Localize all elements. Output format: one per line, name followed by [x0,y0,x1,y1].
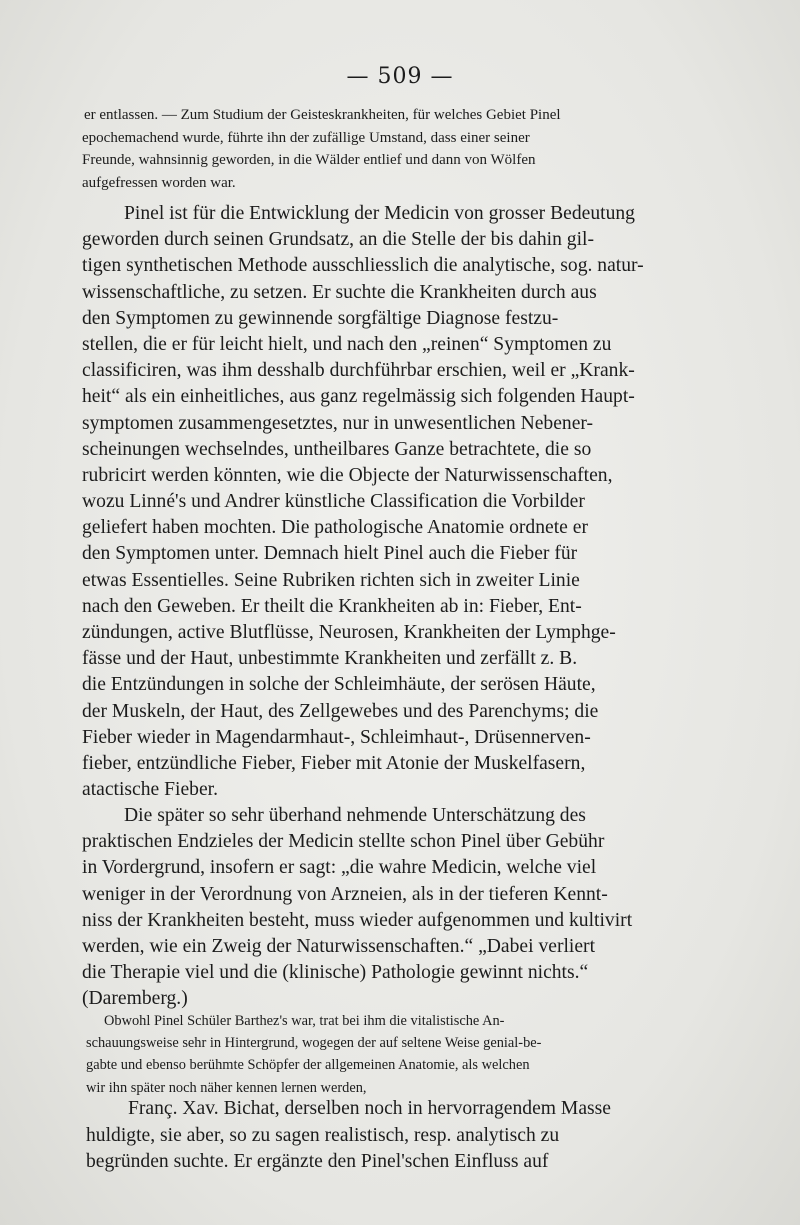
text-line: fässe und der Haut, unbestimmte Krankheiten und zerfällt z. B. [82,648,578,670]
text-line: praktischen Endzieles der Medicin stellte schon Pinel über Gebühr [82,831,605,853]
text-line: Freunde, wahnsinnig geworden, in die Wälder entlief und dann von Wölfen [82,152,536,168]
text-line: etwas Essentielles. Seine Rubriken richten sich in zweiter Linie [82,569,580,591]
text-line: wir ihn später noch näher kennen lernen werden, [86,1079,367,1096]
text-line: schauungsweise sehr in Hintergrund, wogegen der auf seltene Weise genial-be- [86,1035,542,1052]
text-line: Obwohl Pinel Schüler Barthez's war, trat bei ihm die vitalistische An- [104,1013,505,1029]
text-line: tigen synthetischen Methode ausschliesslich die analytische, sog. natur- [82,255,644,277]
text-line: die Therapie viel und die (klinische) Pathologie gewinnt nichts.“ [82,962,589,984]
text-line: geworden durch seinen Grundsatz, an die Stelle der bis dahin gil- [82,229,595,251]
text-line: aufgefressen worden war. [82,174,236,191]
text-line: wissenschaftliche, zu setzen. Er suchte die Krankheiten durch aus [82,281,597,303]
text-line: heit“ als ein einheitliches, aus ganz regelmässig sich folgenden Haupt- [82,386,635,408]
text-line: scheinungen wechselndes, untheilbares Ganze betrachtete, die so [82,438,592,460]
text-line: wozu Linné's und Andrer künstliche Classification die Vorbilder [82,491,585,513]
text-line: weniger in der Verordnung von Arzneien, als in der tieferen Kennt- [82,883,608,905]
text-line: atactische Fieber. [82,779,219,801]
text-line: Fieber wieder in Magendarmhaut-, Schleimhaut-, Drüsennerven- [82,726,591,748]
text-line: classificiren, was ihm desshalb durchführbar erschien, weil er „Krank- [82,360,635,382]
text-line: gabte und ebenso berühmte Schöpfer der allgemeinen Anatomie, als welchen [86,1057,530,1074]
text-line: den Symptomen zu gewinnende sorgfältige Diagnose festzu- [82,307,559,329]
paragraph-bichat [0,1096,800,1176]
page-number: — 509 — [346,64,454,89]
text-line: rubricirt werden könnten, wie die Objecte der Naturwissenschaften, [82,464,613,486]
intro-text [0,104,800,194]
text-line: stellen, die er für leicht hielt, und nach den „reinen“ Symptomen zu [82,333,612,355]
paragraph-pinel [0,201,800,803]
text-line: nach den Geweben. Er theilt die Krankheiten ab in: Fieber, Ent- [82,595,582,617]
text-line: die Entzündungen in solche der Schleimhäute, der serösen Häute, [82,674,596,696]
text-line: (Daremberg.) [82,988,188,1010]
text-line: epochemachend wurde, führte ihn der zufällige Umstand, dass einer seiner [82,129,530,146]
text-line: er entlassen. — Zum Studium der Geisteskrankheiten, für welches Gebiet Pinel [84,107,561,123]
text-line: fieber, entzündliche Fieber, Fieber mit Atonie der Muskelfasern, [82,752,586,774]
text-line: Franç. Xav. Bichat, derselben noch in hervorragendem Masse [128,1098,611,1119]
paragraph-therapy [0,803,800,1013]
text-line: der Muskeln, der Haut, des Zellgewebes und des Parenchyms; die [82,700,599,722]
text-line: niss der Krankheiten besteht, muss wieder aufgenommen und kultivirt [82,909,633,931]
text-line: huldigte, sie aber, so zu sagen realistisch, resp. analytisch zu [86,1124,560,1146]
small-print-paragraph [0,1010,800,1099]
text-line: symptomen zusammengesetztes, nur in unwesentlichen Nebener- [82,412,594,434]
text-line: Die später so sehr überhand nehmende Unterschätzung des [124,805,586,826]
text-line: Pinel ist für die Entwicklung der Medicin von grosser Bedeutung [124,203,635,224]
text-line: werden, wie ein Zweig der Naturwissenschaften.“ „Dabei verliert [82,935,596,957]
text-line: den Symptomen unter. Demnach hielt Pinel auch die Fieber für [82,543,578,565]
text-line: in Vordergrund, insofern er sagt: „die wahre Medicin, welche viel [82,857,597,879]
text-line: zündungen, active Blutflüsse, Neurosen, Krankheiten der Lymphge- [82,622,616,643]
text-line: begründen suchte. Er ergänzte den Pinel'schen Einfluss auf [86,1151,549,1173]
text-line: geliefert haben mochten. Die pathologische Anatomie ordnete er [82,517,588,539]
